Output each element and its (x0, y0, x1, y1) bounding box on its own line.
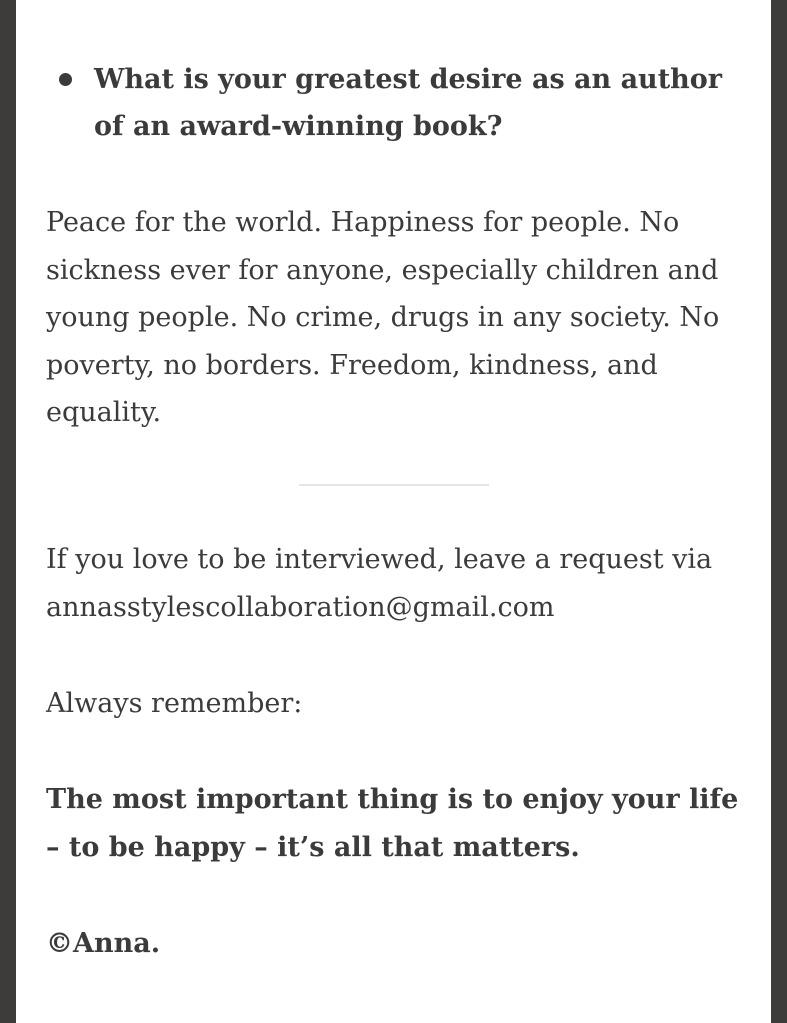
section-divider (299, 484, 489, 486)
remember-paragraph: Always remember: (46, 688, 303, 719)
motto-paragraph: The most important thing is to enjoy your life – to be happy – it’s all that matters. (46, 784, 739, 863)
bullet-icon (59, 73, 72, 86)
question-text: What is your greatest desire as an author of an award-winning book? (94, 64, 723, 142)
request-text: If you love to be interviewed, leave a request via (46, 544, 713, 575)
answer-paragraph: Peace for the world. Happiness for people. No sickness ever for anyone, especially children and young people. No crime, drugs in any society. No poverty, no borders. Freedom, kindness, and equality. (46, 207, 720, 428)
page-content (16, 0, 771, 1023)
signature: ©Anna. (46, 928, 161, 959)
request-paragraph (46, 536, 746, 631)
email-link[interactable]: annasstylescollaboration@gmail.com (46, 591, 555, 623)
question-list (46, 56, 746, 150)
list-item (46, 56, 746, 150)
